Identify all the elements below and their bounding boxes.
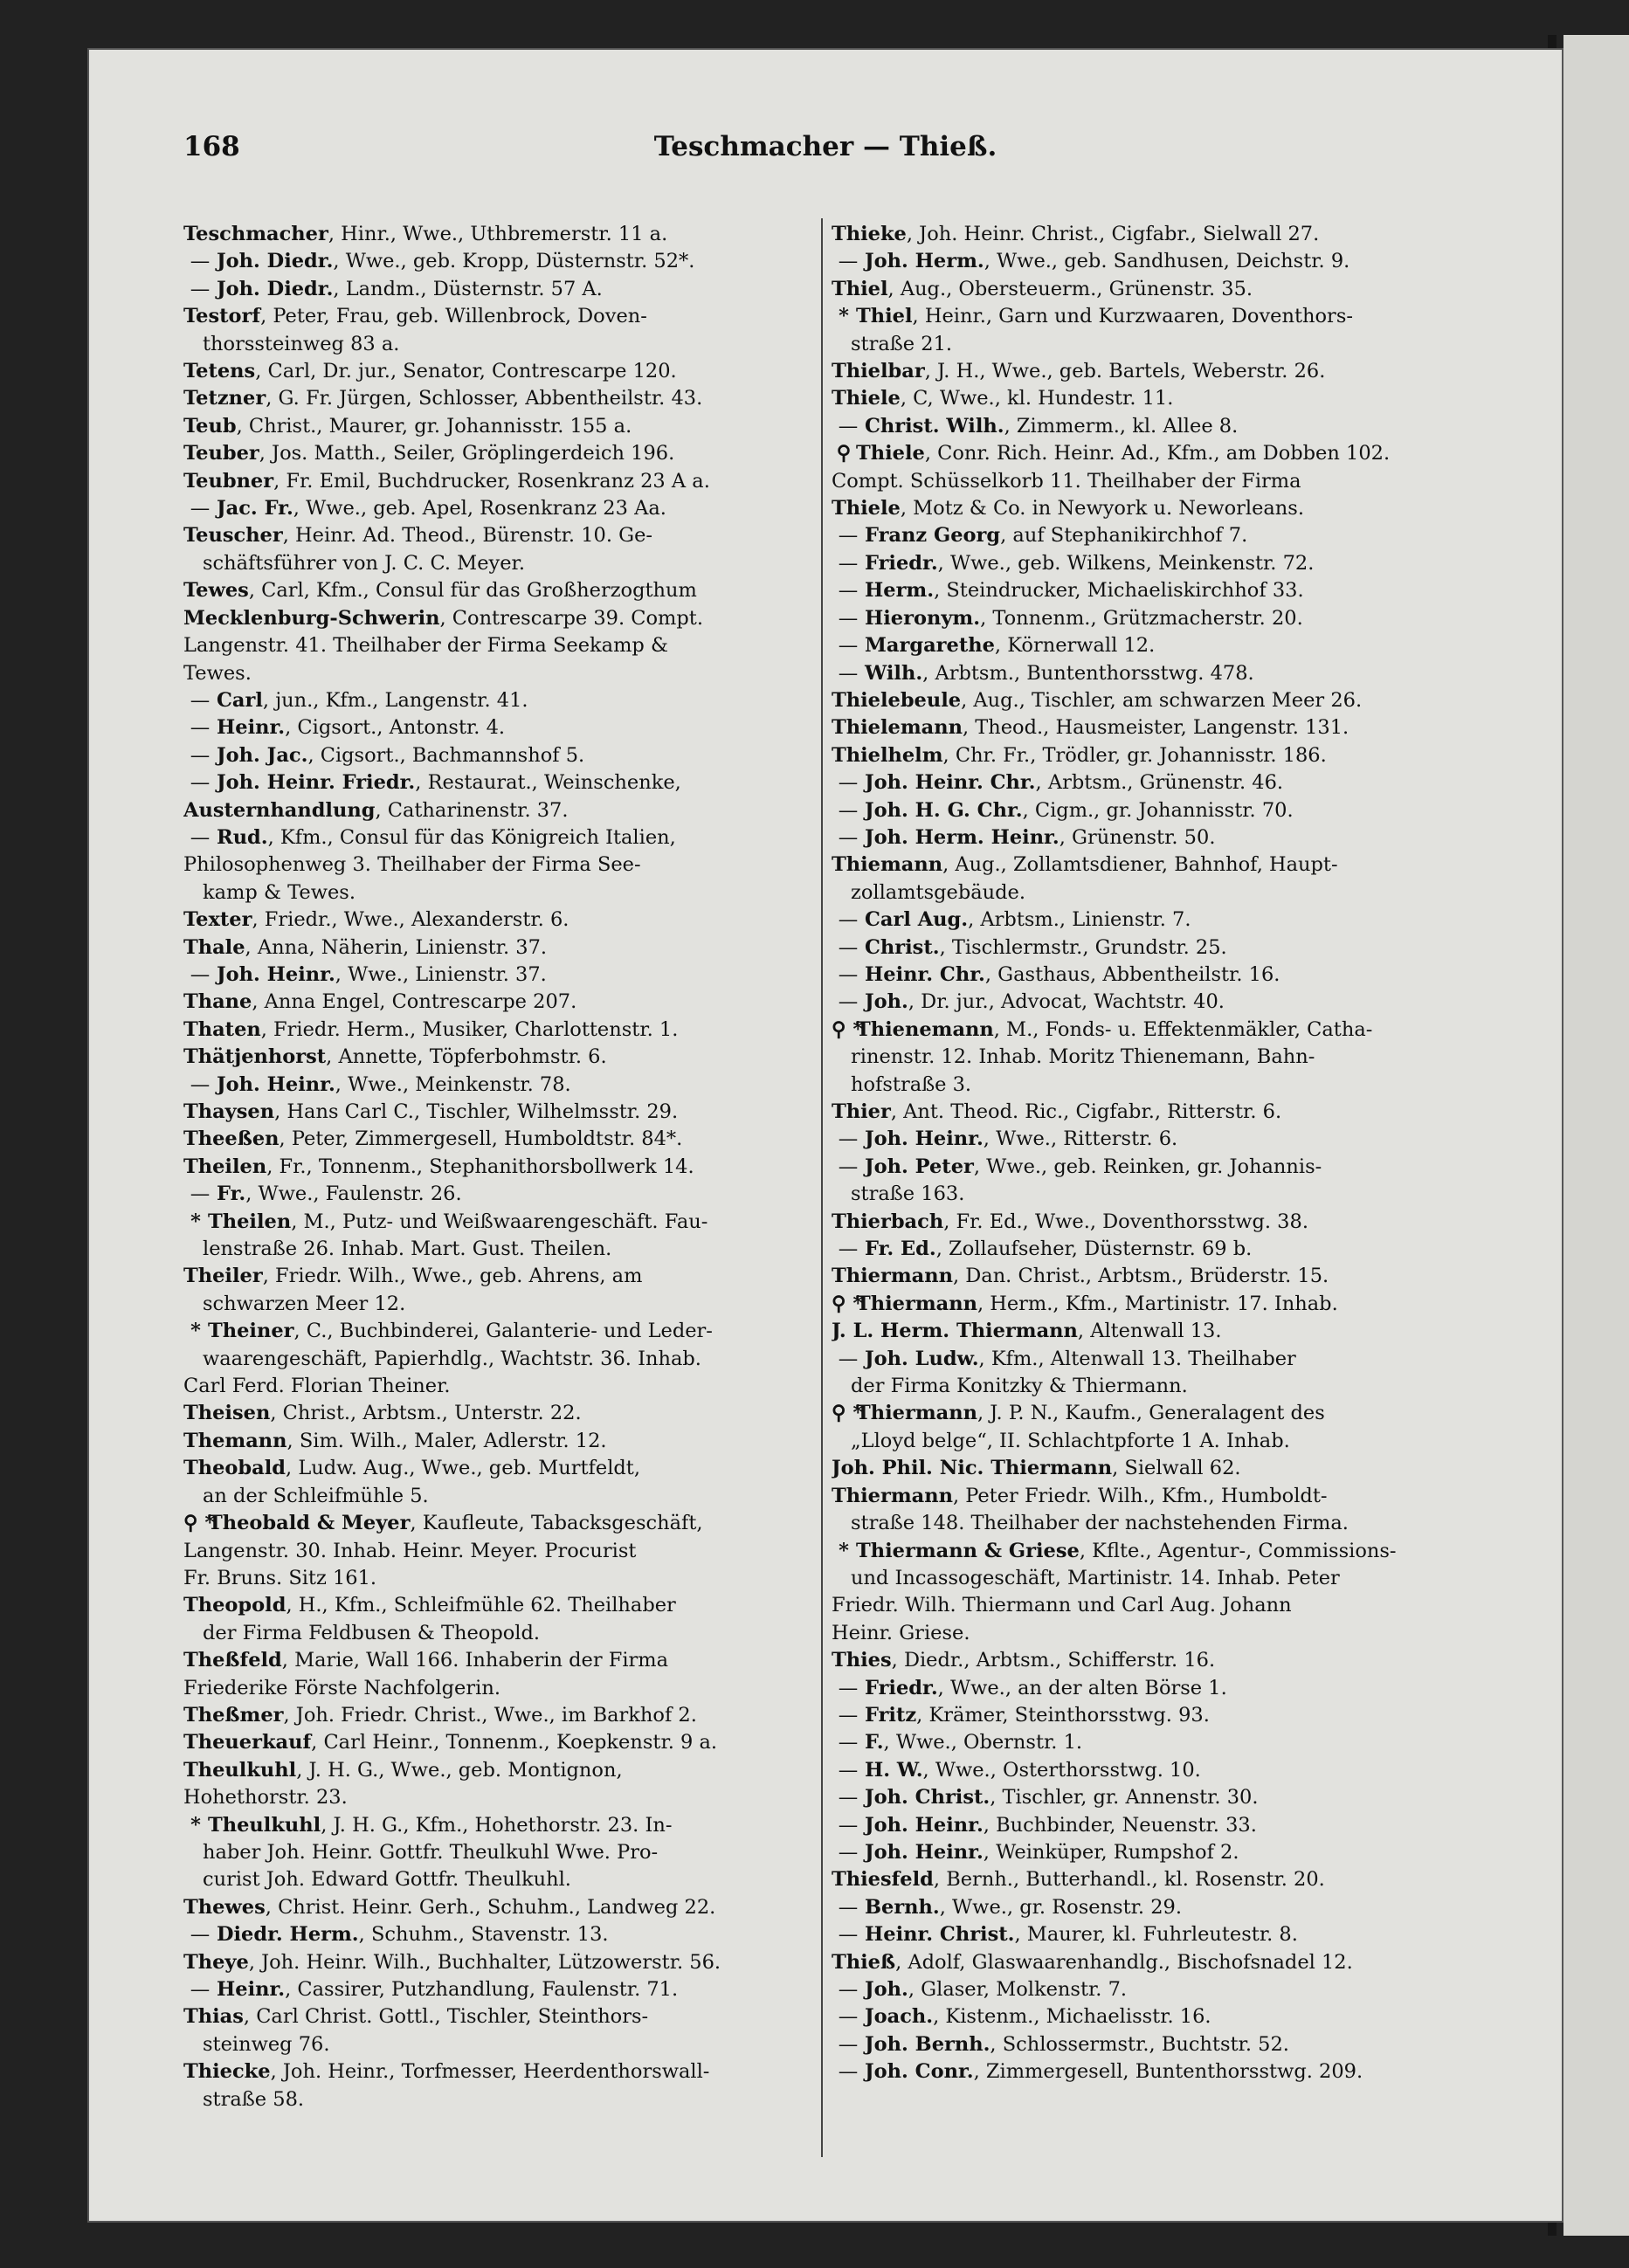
directory-line: lenstraße 26. Inhab. Mart. Gust. Theilen.: [203, 1237, 612, 1261]
directory-line: Tewes, Carl, Kfm., Consul für das Großherzogthum: [183, 579, 697, 603]
directory-line: schäftsführer von J. C. C. Meyer.: [203, 551, 525, 575]
directory-line: steinweg 76.: [203, 2032, 330, 2056]
directory-line: — Heinr., Cassirer, Putzhandlung, Faulenstr. 71.: [190, 1978, 679, 2001]
directory-line: Testorf, Peter, Frau, geb. Willenbrock, Doven-: [183, 305, 647, 328]
directory-line: — Franz Georg, auf Stephanikirchhof 7.: [838, 524, 1248, 548]
directory-line: — Heinr. Christ., Maurer, kl. Fuhrleutestr. 8.: [838, 1923, 1298, 1947]
directory-line: — Rud., Kfm., Consul für das Königreich Italien,: [190, 825, 676, 849]
right-column: [832, 221, 1478, 2086]
directory-line: Philosophenweg 3. Theilhaber der Firma See-: [183, 853, 641, 877]
directory-line: Teubner, Fr. Emil, Buchdrucker, Rosenkranz 23 A a.: [183, 469, 710, 493]
directory-line: ⚲ *Thiermann, Herm., Kfm., Martinistr. 17. Inhab.: [832, 1292, 1338, 1315]
directory-line: — Joh. Heinr. Chr., Arbtsm., Grünenstr. 46.: [838, 771, 1284, 795]
directory-line: — Friedr., Wwe., geb. Wilkens, Meinkenstr. 72.: [838, 551, 1315, 575]
directory-line: Theßfeld, Marie, Wall 166. Inhaberin der Firma: [183, 1649, 669, 1672]
directory-line: — Joh. Herm., Wwe., geb. Sandhusen, Deichstr. 9.: [838, 250, 1350, 273]
directory-line: — Joh. Herm. Heinr., Grünenstr. 50.: [838, 825, 1216, 849]
directory-line: — Joh. Bernh., Schlossermstr., Buchtstr. 52.: [838, 2032, 1289, 2056]
directory-line: Teub, Christ., Maurer, gr. Johannisstr. 155 a.: [183, 414, 632, 438]
directory-line: zollamtsgebäude.: [851, 880, 1026, 904]
page-number: 168: [183, 131, 240, 162]
directory-line: — Christ., Tischlermstr., Grundstr. 25.: [838, 935, 1227, 959]
directory-line: straße 148. Theilhaber der nachstehenden Firma.: [851, 1512, 1349, 1535]
directory-line: Thiele, C, Wwe., kl. Hundestr. 11.: [832, 387, 1174, 410]
directory-line: haber Joh. Heinr. Gottfr. Theulkuhl Wwe. Pro-: [203, 1840, 659, 1864]
directory-line: an der Schleifmühle 5.: [203, 1484, 429, 1507]
directory-line: * Thiel, Heinr., Garn und Kurzwaaren, Doventhors-: [839, 305, 1353, 328]
directory-line: thorssteinweg 83 a.: [203, 332, 400, 355]
directory-line: hofstraße 3.: [851, 1072, 972, 1096]
directory-line: — Heinr., Cigsort., Antonstr. 4.: [190, 716, 506, 740]
directory-line: Thiele, Motz & Co. in Newyork u. Neworleans.: [832, 497, 1304, 520]
directory-line: — Joh. Heinr., Buchbinder, Neuenstr. 33.: [838, 1813, 1257, 1837]
directory-line: schwarzen Meer 12.: [203, 1292, 406, 1315]
directory-line: Austernhandlung, Catharinenstr. 37.: [183, 798, 569, 822]
directory-line: waarengeschäft, Papierhdlg., Wachtstr. 36. Inhab.: [203, 1347, 701, 1370]
directory-line: — Joh. Peter, Wwe., geb. Reinken, gr. Johannis-: [838, 1155, 1322, 1178]
directory-line: * Theilen, M., Putz- und Weißwaarengeschäft. Fau-: [190, 1210, 708, 1233]
directory-line: Thielhelm, Chr. Fr., Trödler, gr. Johannisstr. 186.: [832, 743, 1327, 767]
directory-line: Hohethorstr. 23.: [183, 1786, 348, 1810]
directory-line: Texter, Friedr., Wwe., Alexanderstr. 6.: [183, 908, 569, 932]
directory-line: Thale, Anna, Näherin, Linienstr. 37.: [183, 935, 548, 959]
directory-line: — Joh. Conr., Zimmergesell, Buntenthorsstwg. 209.: [838, 2060, 1363, 2084]
directory-line: ⚲ *Thiermann, J. P. N., Kaufm., Generalagent des: [832, 1402, 1325, 1425]
directory-line: — Joh. Heinr. Friedr., Restaurat., Weinschenke,: [190, 771, 681, 795]
directory-line: Thier, Ant. Theod. Ric., Cigfabr., Ritterstr. 6.: [832, 1100, 1282, 1123]
directory-line: ⚲ *Theobald & Meyer, Kaufleute, Tabacksgeschäft,: [183, 1512, 703, 1535]
directory-line: * Theulkuhl, J. H. G., Kfm., Hohethorstr. 23. In-: [190, 1813, 673, 1837]
directory-line: — Carl Aug., Arbtsm., Linienstr. 7.: [838, 908, 1191, 932]
directory-line: Thiel, Aug., Obersteuerm., Grünenstr. 35.: [832, 277, 1253, 300]
directory-line: Theiler, Friedr. Wilh., Wwe., geb. Ahrens, am: [183, 1265, 643, 1288]
directory-line: Friederike Förste Nachfolgerin.: [183, 1676, 500, 1699]
directory-line: curist Joh. Edward Gottfr. Theulkuhl.: [203, 1868, 571, 1892]
facing-page-edge: [1563, 35, 1629, 2236]
directory-line: — Joh. Ludw., Kfm., Altenwall 13. Theilhaber: [838, 1347, 1296, 1370]
directory-line: straße 21.: [851, 332, 953, 355]
directory-line: ⚲ *Thienemann, M., Fonds- u. Effektenmäkler, Catha-: [832, 1017, 1373, 1041]
directory-line: — Christ. Wilh., Zimmerm., kl. Allee 8.: [838, 414, 1239, 438]
directory-line: * Theiner, C., Buchbinderei, Galanterie- und Leder-: [190, 1320, 713, 1343]
directory-line: Thierbach, Fr. Ed., Wwe., Doventhorsstwg. 38.: [832, 1210, 1308, 1233]
directory-page: [87, 48, 1563, 2223]
directory-line: ⚲ Thiele, Conr. Rich. Heinr. Ad., Kfm., am Dobben 102.: [836, 442, 1391, 465]
directory-line: Theobald, Ludw. Aug., Wwe., geb. Murtfeldt,: [183, 1457, 640, 1480]
directory-line: — Joh. Christ., Tischler, gr. Annenstr. 30.: [838, 1786, 1259, 1810]
directory-line: Thätjenhorst, Annette, Töpferbohmstr. 6.: [183, 1045, 607, 1069]
directory-line: Theulkuhl, J. H. G., Wwe., geb. Montignon,: [183, 1758, 623, 1782]
directory-line: Theopold, H., Kfm., Schleifmühle 62. Theilhaber: [183, 1594, 676, 1617]
directory-line: Carl Ferd. Florian Theiner.: [183, 1375, 451, 1398]
directory-line: Teuscher, Heinr. Ad. Theod., Bürenstr. 10. Ge-: [183, 524, 653, 548]
directory-line: der Firma Konitzky & Thiermann.: [851, 1375, 1188, 1398]
directory-line: — Joh. Heinr., Wwe., Linienstr. 37.: [190, 962, 547, 986]
directory-line: — Bernh., Wwe., gr. Rosenstr. 29.: [838, 1895, 1183, 1919]
directory-line: Tetzner, G. Fr. Jürgen, Schlosser, Abbentheilstr. 43.: [183, 387, 703, 410]
directory-line: Langenstr. 41. Theilhaber der Firma Seekamp &: [183, 634, 669, 658]
directory-line: — Wilh., Arbtsm., Buntenthorsstwg. 478.: [838, 661, 1254, 685]
directory-line: Thiecke, Joh. Heinr., Torfmesser, Heerdenthorswall-: [183, 2060, 710, 2084]
directory-line: „Lloyd belge“, II. Schlachtpforte 1 A. Inhab.: [851, 1429, 1290, 1452]
directory-line: Thielemann, Theod., Hausmeister, Langenstr. 131.: [832, 716, 1349, 740]
directory-line: * Thiermann & Griese, Kflte., Agentur-, Commissions-: [839, 1539, 1397, 1562]
directory-line: Joh. Phil. Nic. Thiermann, Sielwall 62.: [832, 1457, 1241, 1480]
directory-line: Thewes, Christ. Heinr. Gerh., Schuhm., Landweg 22.: [183, 1895, 716, 1919]
directory-line: Thiermann, Peter Friedr. Wilh., Kfm., Humboldt-: [832, 1484, 1328, 1507]
directory-line: Tewes.: [183, 661, 252, 685]
directory-line: Thane, Anna Engel, Contrescarpe 207.: [183, 990, 577, 1014]
directory-line: — Joh., Dr. jur., Advocat, Wachtstr. 40.: [838, 990, 1225, 1014]
directory-line: — Friedr., Wwe., an der alten Börse 1.: [838, 1676, 1227, 1699]
directory-line: Theeßen, Peter, Zimmergesell, Humboldtstr. 84*.: [183, 1127, 683, 1151]
directory-line: — Joh. H. G. Chr., Cigm., gr. Johannisstr. 70.: [838, 798, 1294, 822]
directory-line: Theilen, Fr., Tonnenm., Stephanithorsbollwerk 14.: [183, 1155, 694, 1178]
directory-line: Thaysen, Hans Carl C., Tischler, Wilhelmsstr. 29.: [183, 1100, 679, 1123]
directory-line: der Firma Feldbusen & Theopold.: [203, 1621, 541, 1644]
directory-line: Theßmer, Joh. Friedr. Christ., Wwe., im Barkhof 2.: [183, 1703, 697, 1727]
directory-line: — Margarethe, Körnerwall 12.: [838, 634, 1156, 658]
directory-line: Teschmacher, Hinr., Wwe., Uthbremerstr. 11 a.: [183, 223, 668, 245]
directory-line: Friedr. Wilh. Thiermann und Carl Aug. Johann: [832, 1594, 1292, 1617]
directory-line: Thiermann, Dan. Christ., Arbtsm., Brüderstr. 15.: [832, 1265, 1329, 1288]
directory-line: — Joh. Jac., Cigsort., Bachmannshof 5.: [190, 743, 585, 767]
directory-line: Tetens, Carl, Dr. jur., Senator, Contrescarpe 120.: [183, 360, 677, 383]
directory-line: Themann, Sim. Wilh., Maler, Adlerstr. 12.: [183, 1429, 607, 1452]
directory-line: Thielebeule, Aug., Tischler, am schwarzen Meer 26.: [832, 688, 1363, 712]
directory-line: — Jac. Fr., Wwe., geb. Apel, Rosenkranz 23 Aa.: [190, 497, 666, 520]
directory-line: Thiesfeld, Bernh., Butterhandl., kl. Rosenstr. 20.: [832, 1868, 1325, 1892]
directory-line: — Fr. Ed., Zollaufseher, Düsternstr. 69 b.: [838, 1237, 1253, 1261]
directory-line: Thielbar, J. H., Wwe., geb. Bartels, Weberstr. 26.: [832, 360, 1326, 383]
directory-line: Thias, Carl Christ. Gottl., Tischler, Steinthors-: [183, 2005, 649, 2029]
directory-line: Fr. Bruns. Sitz 161.: [183, 1566, 377, 1589]
directory-line: — Joh., Glaser, Molkenstr. 7.: [838, 1978, 1128, 2001]
directory-line: Thieke, Joh. Heinr. Christ., Cigfabr., Sielwall 27.: [832, 223, 1320, 245]
directory-line: — Joh. Diedr., Wwe., geb. Kropp, Düsternstr. 52*.: [190, 250, 695, 273]
directory-line: Thies, Diedr., Arbtsm., Schifferstr. 16.: [832, 1649, 1216, 1672]
directory-line: Thaten, Friedr. Herm., Musiker, Charlottenstr. 1.: [183, 1017, 679, 1041]
directory-line: — Fritz, Krämer, Steinthorsstwg. 93.: [838, 1703, 1210, 1727]
directory-line: Thieß, Adolf, Glaswaarenhandlg., Bischofsnadel 12.: [832, 1950, 1353, 1974]
directory-line: und Incassogeschäft, Martinistr. 14. Inhab. Peter: [851, 1566, 1340, 1589]
directory-line: J. L. Herm. Thiermann, Altenwall 13.: [832, 1320, 1222, 1343]
directory-line: Compt. Schüsselkorb 11. Theilhaber der Firma: [832, 469, 1301, 493]
directory-line: — Herm., Steindrucker, Michaeliskirchhof 33.: [838, 579, 1304, 603]
directory-line: — Heinr. Chr., Gasthaus, Abbentheilstr. 16.: [838, 962, 1280, 986]
directory-line: — Joh. Diedr., Landm., Düsternstr. 57 A.: [190, 277, 603, 300]
directory-line: straße 163.: [851, 1182, 965, 1206]
directory-line: — H. W., Wwe., Osterthorsstwg. 10.: [838, 1758, 1201, 1782]
directory-line: — Hieronym., Tonnenm., Grützmacherstr. 20.: [838, 606, 1303, 630]
directory-line: Theuerkauf, Carl Heinr., Tonnenm., Koepkenstr. 9 a.: [183, 1731, 718, 1754]
directory-line: — Joh. Heinr., Wwe., Meinkenstr. 78.: [190, 1072, 571, 1096]
directory-line: Thiemann, Aug., Zollamtsdiener, Bahnhof, Haupt-: [832, 853, 1338, 877]
directory-line: — Joach., Kistenm., Michaelisstr. 16.: [838, 2005, 1211, 2029]
directory-line: straße 58.: [203, 2087, 305, 2111]
directory-line: — F., Wwe., Obernstr. 1.: [838, 1731, 1083, 1754]
directory-line: Heinr. Griese.: [832, 1621, 970, 1644]
directory-line: — Fr., Wwe., Faulenstr. 26.: [190, 1182, 462, 1206]
directory-line: Mecklenburg-Schwerin, Contrescarpe 39. Compt.: [183, 606, 703, 630]
directory-line: rinenstr. 12. Inhab. Moritz Thienemann, Bahn-: [851, 1045, 1315, 1069]
directory-line: Langenstr. 30. Inhab. Heinr. Meyer. Procurist: [183, 1539, 637, 1562]
page-header: [87, 131, 1563, 166]
column-divider: [821, 218, 823, 2157]
directory-line: — Diedr. Herm., Schuhm., Stavenstr. 13.: [190, 1923, 609, 1947]
running-head: Teschmacher — Thieß.: [653, 131, 997, 162]
directory-line: Theye, Joh. Heinr. Wilh., Buchhalter, Lützowerstr. 56.: [183, 1950, 721, 1974]
directory-line: kamp & Tewes.: [203, 880, 355, 904]
directory-line: Teuber, Jos. Matth., Seiler, Gröplingerdeich 196.: [183, 442, 675, 465]
directory-line: — Joh. Heinr., Wwe., Ritterstr. 6.: [838, 1127, 1178, 1151]
directory-line: — Carl, jun., Kfm., Langenstr. 41.: [190, 688, 528, 712]
left-column: [183, 221, 830, 2113]
directory-line: Theisen, Christ., Arbtsm., Unterstr. 22.: [183, 1402, 582, 1425]
directory-line: — Joh. Heinr., Weinküper, Rumpshof 2.: [838, 1840, 1239, 1864]
